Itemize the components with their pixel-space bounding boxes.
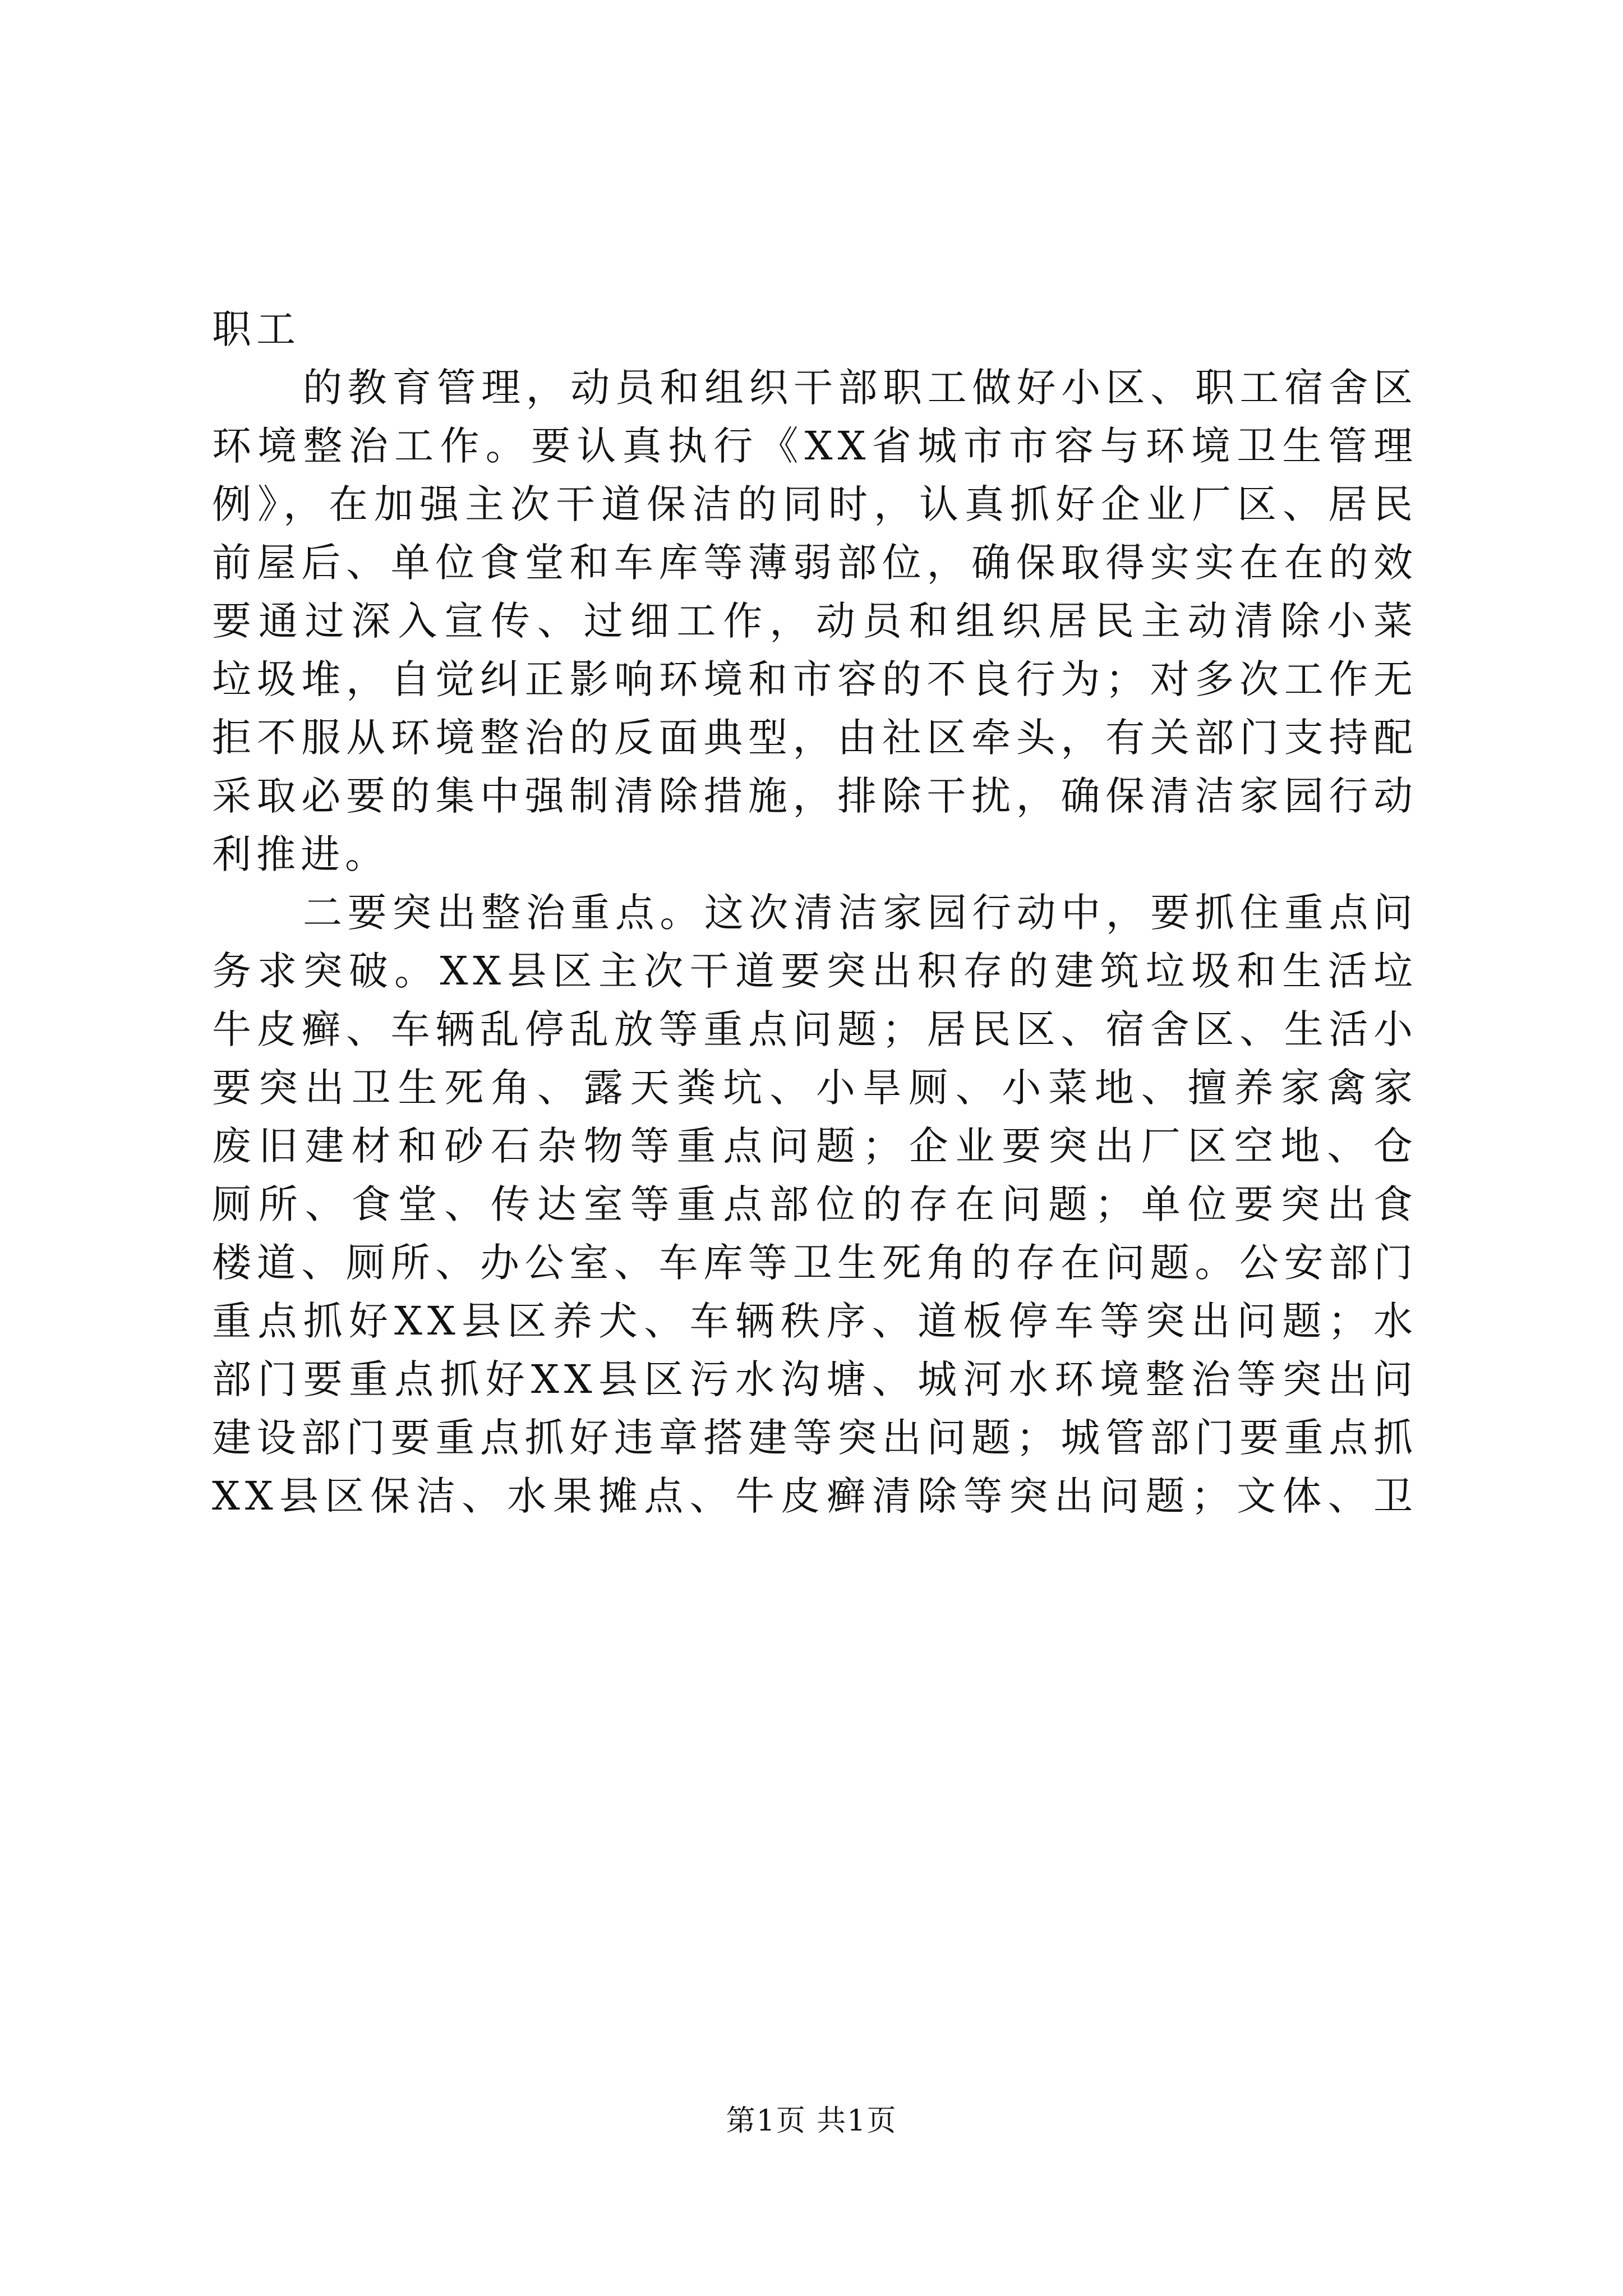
text-line: 例》，在加强主次干道保洁的同时，认真抓好企业厂区、居民	[212, 481, 1418, 527]
page-footer	[0, 2101, 1623, 2141]
body-text	[212, 300, 1418, 1525]
text-line: 重点抓好XX县区养犬、车辆秩序、道板停车等突出问题；水	[212, 1298, 1418, 1344]
text-line: 利推进。	[212, 831, 389, 877]
text-line: 废旧建材和砂石杂物等重点问题；企业要突出厂区空地、仓	[212, 1123, 1418, 1169]
text-line: 前屋后、单位食堂和车库等薄弱部位，确保取得实实在在的效	[212, 540, 1418, 586]
text-line: 楼道、厕所、办公室、车库等卫生死角的存在问题。公安部门	[212, 1240, 1418, 1286]
page-number: 第1页 共1页	[726, 2104, 897, 2138]
text-line: 厕所、食堂、传达室等重点部位的存在问题；单位要突出食	[212, 1181, 1418, 1227]
text-line: 垃圾堆，自觉纠正影响环境和市容的不良行为；对多次工作无	[212, 656, 1418, 702]
text-line: 采取必要的集中强制清除措施，排除干扰，确保清洁家园行动	[212, 773, 1418, 819]
text-line: 拒不服从环境整治的反面典型，由社区牵头，有关部门支持配	[212, 715, 1418, 761]
text-line: 要突出卫生死角、露天粪坑、小旱厕、小菜地、擅养家禽家	[212, 1065, 1418, 1111]
text-line: 职工	[212, 306, 301, 352]
text-line: 环境整治工作。要认真执行《XX省城市市容与环境卫生管理	[212, 423, 1418, 469]
text-line: XX县区保洁、水果摊点、牛皮癣清除等突出问题；文体、卫	[212, 1473, 1418, 1519]
text-line: 的教育管理，动员和组织干部职工做好小区、职工宿舍区	[303, 365, 1418, 411]
text-line: 牛皮癣、车辆乱停乱放等重点问题；居民区、宿舍区、生活小	[212, 1006, 1418, 1052]
text-line: 建设部门要重点抓好违章搭建等突出问题；城管部门要重点抓	[212, 1415, 1418, 1461]
text-line: 二要突出整治重点。这次清洁家园行动中，要抓住重点问	[303, 890, 1418, 936]
text-line: 部门要重点抓好XX县区污水沟塘、城河水环境整治等突出问	[212, 1356, 1418, 1402]
text-line: 务求突破。XX县区主次干道要突出积存的建筑垃圾和生活垃	[212, 948, 1418, 994]
text-line: 要通过深入宣传、过细工作，动员和组织居民主动清除小菜	[212, 598, 1418, 644]
